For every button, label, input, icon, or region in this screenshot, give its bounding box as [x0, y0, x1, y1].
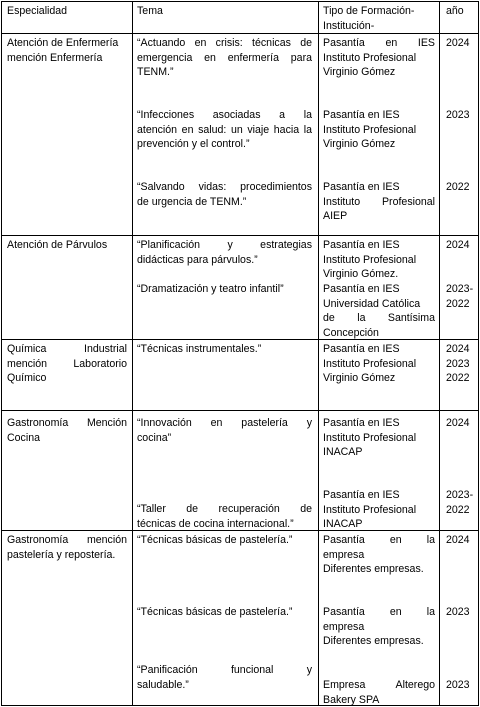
cell-line: Instituto Profesional — [323, 431, 417, 444]
especialidad-cell — [7, 36, 118, 65]
cell-line: Instituto Profesional — [323, 357, 417, 370]
tema-cell — [137, 238, 312, 267]
cell-line: mención Enfermería — [7, 51, 103, 64]
cell-line: “Técnicas básicas de pastelería.” — [137, 534, 293, 546]
cell-line: Pasantía en IES — [323, 239, 400, 251]
tema-cell — [137, 663, 312, 692]
cell-line: Universidad Católica — [323, 297, 421, 310]
cell-line: saludable.” — [137, 678, 189, 691]
tema-cell — [137, 180, 312, 209]
tema-cell — [137, 502, 312, 531]
tipo-cell — [323, 180, 435, 224]
cell-line: Instituto Profesional — [323, 253, 417, 266]
cell-line: Pasantía en la — [323, 606, 435, 618]
tipo-cell — [323, 678, 435, 707]
header-tipo — [323, 4, 414, 33]
cell-line: atención en salud: un viaje hacia la — [137, 123, 312, 136]
cell-line: Atención de Párvulos — [7, 239, 108, 251]
cell-line: Virginio Gómez. — [323, 268, 399, 281]
cell-line: 2022 — [446, 372, 470, 385]
tema-cell — [137, 36, 312, 80]
cell-line: 2023 — [446, 679, 470, 691]
cell-line: empresa — [323, 548, 365, 561]
cell-line: 2024 — [446, 417, 470, 429]
cell-line: cocina” — [137, 431, 172, 444]
cell-line: “Técnicas básicas de pastelería.” — [137, 606, 293, 618]
cell-line: 2024 — [446, 239, 470, 251]
tema-cell — [137, 342, 312, 357]
header-especialidad: Especialidad — [7, 5, 68, 17]
header-tipo-line: Institución- — [323, 19, 375, 32]
cell-line: Instituto Profesional — [323, 51, 417, 64]
anio-cell — [446, 36, 470, 51]
anio-cell — [446, 488, 473, 517]
column-divider — [132, 1, 133, 706]
cell-line: Pasantía en IES — [323, 37, 435, 49]
especialidad-cell — [7, 533, 127, 562]
especialidad-cell — [7, 342, 127, 386]
cell-line: Químico — [7, 372, 47, 385]
tipo-cell — [323, 282, 435, 340]
tipo-cell — [323, 416, 435, 460]
cell-line: 2022 — [446, 503, 470, 516]
tema-cell — [137, 416, 312, 445]
cell-line: “Dramatización y teatro infantil” — [137, 283, 284, 295]
tema-cell — [137, 533, 312, 548]
anio-cell — [446, 416, 470, 431]
cell-line: Virginio Gómez — [323, 138, 396, 151]
cell-line: 2024 — [446, 534, 470, 546]
cell-line: de la Santísima — [323, 312, 435, 325]
cell-line: 2023 — [446, 109, 470, 121]
cell-line: Pasantía en la — [323, 534, 435, 546]
anio-cell — [446, 282, 473, 311]
tipo-cell — [323, 533, 435, 577]
tipo-cell — [323, 605, 435, 649]
cell-line: “Panificación funcional y — [137, 664, 312, 676]
cell-line: Concepción — [323, 326, 379, 339]
anio-cell — [446, 605, 470, 620]
cell-line: “Planificación y estrategias — [137, 239, 312, 251]
cell-line: “Técnicas instrumentales.” — [137, 343, 262, 355]
anio-cell — [446, 180, 470, 195]
cell-line: Virginio Gómez — [323, 66, 396, 79]
cell-line: 2022 — [446, 297, 470, 310]
anio-cell — [446, 678, 470, 693]
cell-line: 2023- — [446, 489, 474, 501]
cell-line: Pasantía en IES — [323, 283, 400, 295]
header-tipo-line: Tipo de Formación- — [323, 5, 415, 17]
cell-line: Pasantía en IES — [323, 489, 400, 501]
cell-line: 2023- — [446, 283, 474, 295]
especialidad-cell — [7, 416, 127, 445]
cell-line: 2023 — [446, 606, 470, 618]
cell-line: “Salvando vidas: procedimientos — [137, 181, 312, 193]
cell-line: mención Laboratorio — [7, 357, 127, 370]
tipo-cell — [323, 342, 435, 386]
cell-line: Pasantía en IES — [323, 343, 400, 355]
cell-line: Gastronomía Mención — [7, 417, 127, 429]
tema-cell — [137, 605, 312, 620]
cell-line: Pasantía en IES — [323, 109, 400, 121]
cell-line: Cocina — [7, 431, 40, 444]
header-anio: año — [446, 5, 464, 17]
cell-line: de urgencia de TENM.” — [137, 195, 247, 208]
cell-line: INACAP — [323, 446, 363, 459]
cell-line: Diferentes empresas. — [323, 635, 424, 648]
cell-line: Instituto Profesional — [323, 123, 417, 136]
cell-line: Empresa Alterego — [323, 679, 435, 691]
cell-line: empresa — [323, 620, 365, 633]
cell-line: “Infecciones asociadas a la — [137, 109, 312, 121]
tipo-cell — [323, 36, 435, 80]
table-border-left — [1, 1, 2, 706]
cell-line: Instituto Profesional — [323, 503, 417, 516]
cell-line: Química Industrial — [7, 343, 127, 355]
cell-line: prevención y el control.” — [137, 138, 250, 151]
tipo-cell — [323, 488, 435, 532]
tipo-cell — [323, 108, 435, 152]
cell-line: Pasantía en IES — [323, 181, 400, 193]
table-border-top — [1, 1, 479, 2]
cell-line: “Taller de recuperación de — [137, 503, 312, 515]
cell-line: Diferentes empresas. — [323, 563, 424, 576]
cell-line: “Innovación en pastelería y — [137, 417, 312, 429]
cell-line: 2024 — [446, 343, 470, 355]
cell-line: INACAP — [323, 518, 363, 531]
cell-line: “Actuando en crisis: técnicas de — [137, 37, 312, 49]
column-divider — [318, 1, 319, 706]
table-border-right — [478, 1, 479, 706]
cell-line: Atención de Enfermería — [7, 37, 119, 49]
cell-line: 2024 — [446, 37, 470, 49]
anio-cell — [446, 238, 470, 253]
tipo-cell — [323, 238, 435, 282]
tema-cell — [137, 108, 312, 152]
cell-line: TENM.” — [137, 66, 174, 79]
cell-line: didácticas para párvulos.” — [137, 253, 258, 266]
cell-line: 2023 — [446, 357, 470, 370]
cell-line: emergencia en enfermería para — [137, 51, 312, 64]
row-divider — [1, 235, 479, 236]
row-divider — [1, 410, 479, 411]
anio-cell — [446, 342, 470, 386]
cell-line: Gastronomía mención — [7, 534, 127, 546]
anio-cell — [446, 533, 470, 548]
cell-line: técnicas de cocina internacional.” — [137, 517, 294, 530]
cell-line: AIEP — [323, 210, 348, 223]
cell-line: 2022 — [446, 181, 470, 193]
cell-line: pastelería y repostería. — [7, 548, 116, 561]
column-divider — [439, 1, 440, 706]
header-tema: Tema — [137, 5, 163, 17]
tema-cell — [137, 282, 312, 297]
cell-line: Virginio Gómez — [323, 372, 396, 385]
especialidad-cell — [7, 238, 107, 253]
cell-line: Pasantía en IES — [323, 417, 400, 429]
anio-cell — [446, 108, 470, 123]
cell-line: Bakery SPA — [323, 693, 380, 706]
cell-line: Instituto Profesional — [323, 195, 435, 208]
